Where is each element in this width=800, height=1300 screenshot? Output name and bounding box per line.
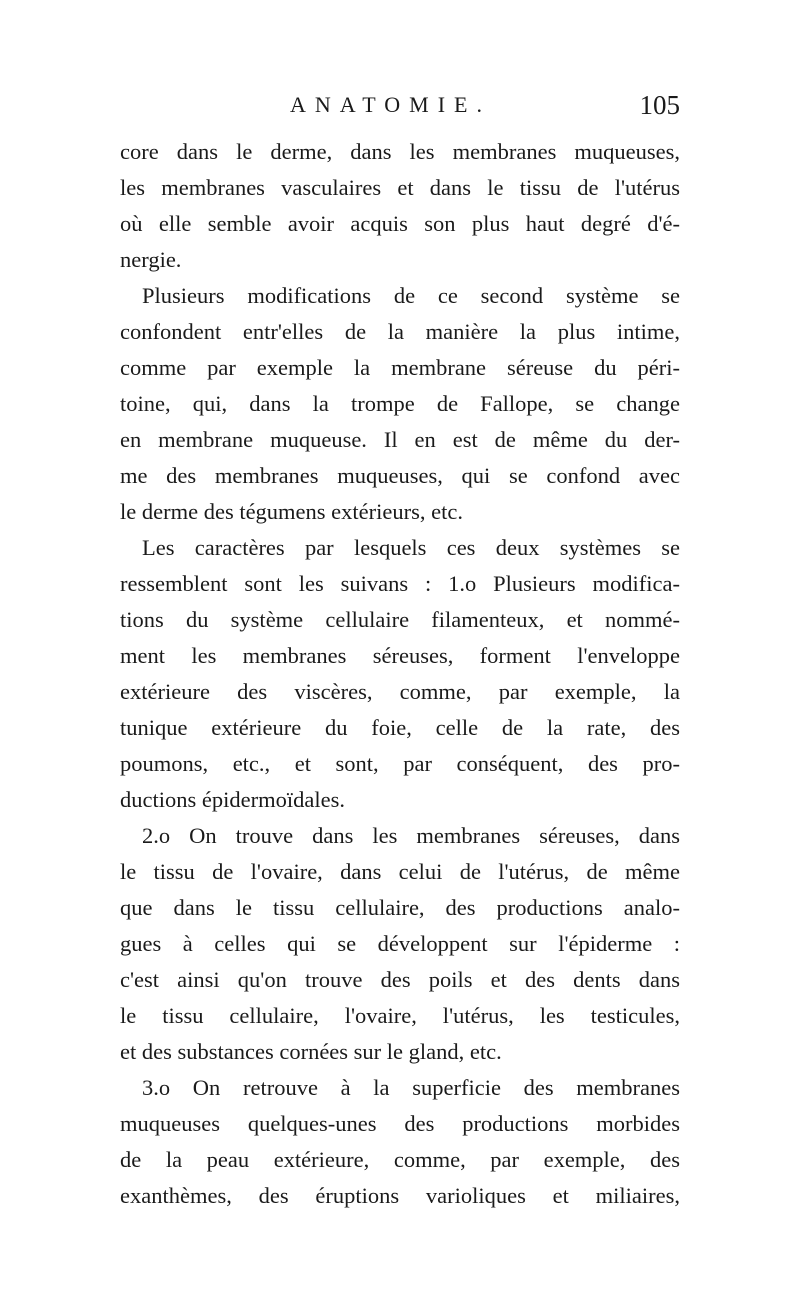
text-line: c'est ainsi qu'on trouve des poils et des dents dans [120, 967, 680, 992]
text-line: le tissu de l'ovaire, dans celui de l'utérus, de même [120, 859, 680, 884]
text-line: ductions épidermoïdales. [120, 787, 345, 812]
text-line: 2.o On trouve dans les membranes séreuses, dans [142, 823, 680, 848]
text-line: de la peau extérieure, comme, par exemple, des [120, 1147, 680, 1172]
text-line: ressemblent sont les suivans : 1.o Plusieurs modifica- [120, 571, 680, 596]
text-line: le tissu cellulaire, l'ovaire, l'utérus, les testicules, [120, 1003, 680, 1028]
text-line: muqueuses quelques-unes des productions morbides [120, 1111, 680, 1136]
text-line: le derme des tégumens extérieurs, etc. [120, 499, 463, 524]
running-head [120, 92, 680, 128]
text-line: où elle semble avoir acquis son plus haut degré d'é- [120, 211, 680, 236]
text-line: exanthèmes, des éruptions varioliques et miliaires, [120, 1183, 680, 1208]
running-title: ANATOMIE. [290, 92, 491, 117]
text-line: 3.o On retrouve à la superficie des membranes [142, 1075, 680, 1100]
text-line: core dans le derme, dans les membranes muqueuses, [120, 139, 680, 164]
text-line: me des membranes muqueuses, qui se confond avec [120, 463, 680, 488]
text-line: les membranes vasculaires et dans le tissu de l'utérus [120, 175, 680, 200]
text-line: gues à celles qui se développent sur l'épiderme : [120, 931, 680, 956]
text-line: en membrane muqueuse. Il en est de même du der- [120, 427, 680, 452]
text-line: nergie. [120, 247, 182, 272]
text-line: comme par exemple la membrane séreuse du péri- [120, 355, 680, 380]
text-line: et des substances cornées sur le gland, etc. [120, 1039, 502, 1064]
text-line: Les caractères par lesquels ces deux systèmes se [142, 535, 680, 560]
page-number: 105 [639, 90, 680, 120]
body-text [120, 134, 680, 1214]
text-line: toine, qui, dans la trompe de Fallope, se change [120, 391, 680, 416]
text-line: confondent entr'elles de la manière la plus intime, [120, 319, 680, 344]
text-line: tunique extérieure du foie, celle de la rate, des [120, 715, 680, 740]
text-line: que dans le tissu cellulaire, des productions analo- [120, 895, 680, 920]
text-line: Plusieurs modifications de ce second système se [142, 283, 680, 308]
text-line: poumons, etc., et sont, par conséquent, des pro- [120, 751, 680, 776]
text-line: tions du système cellulaire filamenteux, et nommé- [120, 607, 680, 632]
text-line: ment les membranes séreuses, forment l'enveloppe [120, 643, 680, 668]
text-line: extérieure des viscères, comme, par exemple, la [120, 679, 680, 704]
